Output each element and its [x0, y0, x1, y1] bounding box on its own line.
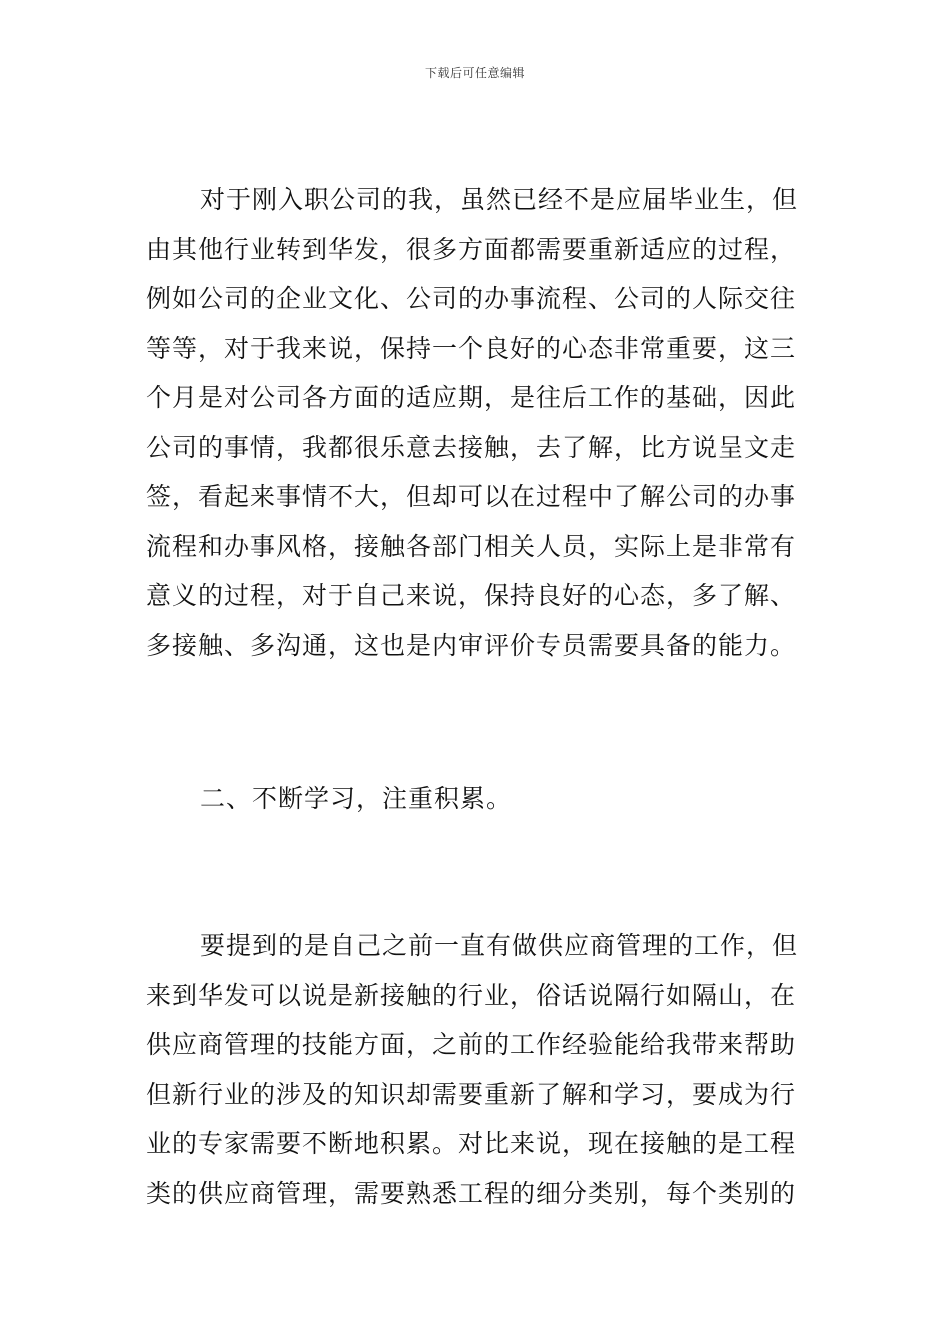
paragraph-line: 对于刚入职公司的我，虽然已经不是应届毕业生，但	[200, 185, 799, 214]
paragraph-line: 来到华发可以说是新接触的行业，俗话说隔行如隔山，在	[146, 980, 797, 1010]
paragraph-line: 公司的事情，我都很乐意去接触，去了解，比方说呈文走	[146, 432, 797, 462]
paragraph-line: 等等，对于我来说，保持一个良好的心态非常重要，这三	[146, 333, 797, 363]
paragraph-line: 由其他行业转到华发，很多方面都需要重新适应的过程，	[146, 234, 797, 264]
paragraph-line: 签，看起来事情不大，但却可以在过程中了解公司的办事	[146, 482, 797, 511]
paragraph-line: 要提到的是自己之前一直有做供应商管理的工作，但	[200, 931, 799, 960]
section-heading-text: 二、不断学习，注重积累。	[200, 784, 513, 813]
paragraph-line: 业的专家需要不断地积累。对比来说，现在接触的是工程	[146, 1129, 797, 1158]
paragraph-line: 多接触、多沟通，这也是内审评价专员需要具备的能力。	[146, 630, 797, 660]
paragraph-line: 但新行业的涉及的知识却需要重新了解和学习，要成为行	[146, 1079, 797, 1109]
paragraph-line: 供应商管理的技能方面，之前的工作经验能给我带来帮助	[146, 1030, 797, 1059]
page-header: 下载后可任意编辑	[424, 66, 525, 80]
paragraph-line: 流程和办事风格，接触各部门相关人员，实际上是非常有	[146, 531, 797, 561]
paragraph-line: 意义的过程，对于自己来说，保持良好的心态，多了解、	[146, 581, 797, 610]
body-paragraph-1	[146, 175, 806, 670]
section-heading	[146, 774, 806, 824]
paragraph-line: 类的供应商管理，需要熟悉工程的细分类别，每个类别的	[146, 1178, 797, 1208]
body-paragraph-2	[146, 921, 806, 1218]
paragraph-line: 例如公司的企业文化、公司的办事流程、公司的人际交往	[146, 284, 797, 313]
paragraph-line: 个月是对公司各方面的适应期，是往后工作的基础，因此	[146, 383, 797, 412]
